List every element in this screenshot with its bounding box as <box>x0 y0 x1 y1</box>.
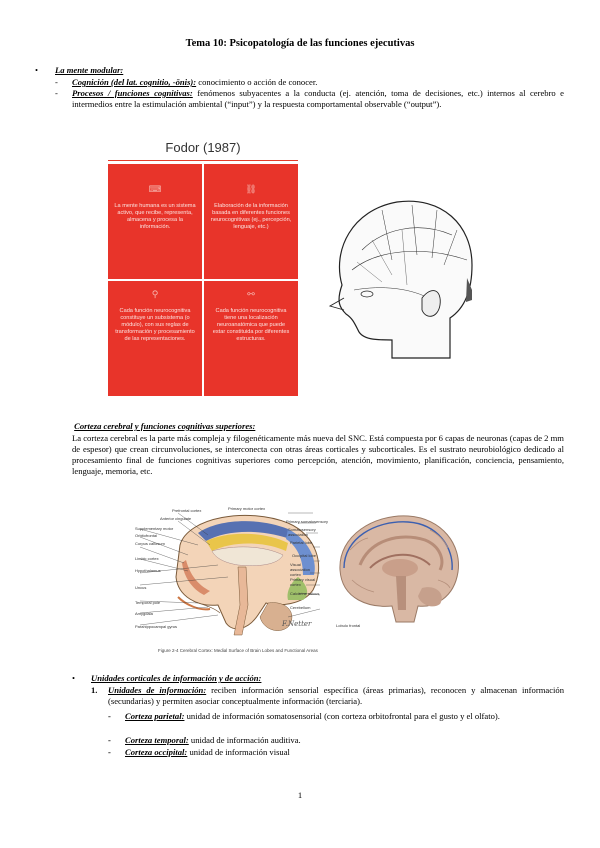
definition-text: conocimiento o acción de conocer. <box>196 77 318 87</box>
fodor-cell <box>204 164 298 279</box>
figure-label: Somatosensory association <box>288 527 316 537</box>
figure-caption: Figure 2-4 Cerebral Cortex: Medial Surface of Brain Lobes and Functional Areas <box>158 648 318 653</box>
figure-label: Corpus callosum <box>135 541 165 546</box>
figure-label: Parahippocampal gyrus <box>135 624 178 629</box>
figure-label: Orbitofrontal <box>135 533 158 538</box>
section-heading-unidades: Unidades corticales de información y de acción: <box>91 673 262 683</box>
brain-photo <box>330 510 466 630</box>
figure-label: Visual association cortex <box>290 562 311 577</box>
divider <box>108 160 298 161</box>
chain-icon: ⛓ <box>245 184 257 194</box>
subitem-parietal: Corteza parietal: unidad de información somatosensorial (con corteza orbitofrontal para el gusto y el olfato). <box>125 711 500 721</box>
paragraph-corteza: La corteza cerebral es la parte más compleja y filogenéticamente más nueva del SNC. Está compuesta por 6 capas de neuronas (capas de 2 mm de espesor) que crean circunvoluciones, se interconecta con otras áreas corticales y subcorticales. Es el sustrato neurobiológico dedicado al procesamiento final de funciones cognitivas superiores como percepción, atención, movimiento, planificación, conciencia, pensamiento, lenguaje, memoria, etc. <box>72 433 564 476</box>
page-number: 1 <box>297 790 303 800</box>
figure-label: Anterior cingulate <box>160 516 192 521</box>
fodor-cell-text: Cada función neurocognitiva tiene una localización neuroanatómica que puede estar constituida por diferentes estructuras. <box>212 308 290 342</box>
definition-procesos <box>72 88 564 110</box>
section-heading-corteza: Corteza cerebral y funciones cognitivas superiores: <box>74 421 256 431</box>
module-icon: ⚲ <box>151 289 159 299</box>
figure-label: Parietal lobe <box>290 540 313 545</box>
location-icon: ⚯ <box>247 289 255 299</box>
figure-label: Cerebellum <box>290 605 311 610</box>
figure-label: Temporal pole <box>135 600 161 605</box>
figure-label: Primary visual cortex <box>290 577 316 587</box>
dash: - <box>55 88 58 98</box>
fodor-cell-text: La mente humana es un sistema activo, que recibe, representa, almacena y procesa la información. <box>114 203 196 230</box>
figure-label: Primary motor cortex <box>228 506 266 511</box>
definition-text: fenómenos subyacentes a la conducta (ej. atención, toma de decisiones, etc.) internos al cerebro e intermedios entre la estimulación ambiental (“input”) y la respuesta comportamental observable (“output”). <box>72 88 564 109</box>
figure-label: Amygdala <box>135 611 153 616</box>
fodor-cell <box>204 281 298 396</box>
figure-label: Limbic cortex <box>135 556 159 561</box>
definition-label: Cognición (del lat. cognitio, -ōnis): <box>72 77 197 87</box>
figure-label: Calcarine sulcus <box>290 591 320 596</box>
figure-label: Supplementary motor <box>135 526 174 531</box>
figure-label: Occipital lobe <box>292 553 317 558</box>
subitem-temporal: Corteza temporal: unidad de información auditiva. <box>125 735 301 745</box>
list-number: 1. <box>91 685 98 695</box>
definition-label: Procesos / funciones cognitivas: <box>72 88 193 98</box>
fodor-cell <box>108 164 202 279</box>
fodor-figure <box>108 136 298 396</box>
figure-label: Prefrontal cortex <box>172 508 202 513</box>
definition-cognicion <box>72 77 562 88</box>
page-title: Tema 10: Psicopatología de las funciones ejecutivas <box>185 38 415 49</box>
bullet: • <box>72 673 76 683</box>
fodor-title: Fodor (1987) <box>165 140 241 155</box>
dash: - <box>108 735 111 745</box>
fodor-cell <box>108 281 202 396</box>
section-heading-mente-modular: La mente modular: <box>55 65 124 75</box>
artist-signature: F.Netter <box>282 620 312 628</box>
bullet: • <box>35 65 39 75</box>
fodor-cell-text: Cada función neurocognitiva constituye un subsistema (o módulo), con sus reglas de transformación y procesamiento de las representaciones. <box>115 308 195 342</box>
fodor-cell-text: Elaboración de la información basada en diferentes funciones neurocognitivas (ej., percepción, lenguaje, etc.) <box>210 203 292 230</box>
figure-label: Lobulo frontal <box>336 623 361 628</box>
figure-label: Uncus <box>135 585 147 590</box>
dash: - <box>55 77 58 87</box>
keyboard-icon: ⌨ <box>148 184 162 194</box>
phrenology-head-illustration <box>322 190 478 360</box>
subitem-occipital: Corteza occipital: unidad de información visual <box>125 747 290 757</box>
figure-label: Primary somatosensory <box>286 519 329 524</box>
dash: - <box>108 711 111 721</box>
dash: - <box>108 747 111 757</box>
unidades-informacion: Unidades de información: reciben información sensorial específica (áreas primarias), reconocen y almacenan información (secundarias) y permiten asociar conceptualmente información (terciaria). <box>108 685 564 706</box>
figure-label: Hypothalamus <box>135 568 161 573</box>
